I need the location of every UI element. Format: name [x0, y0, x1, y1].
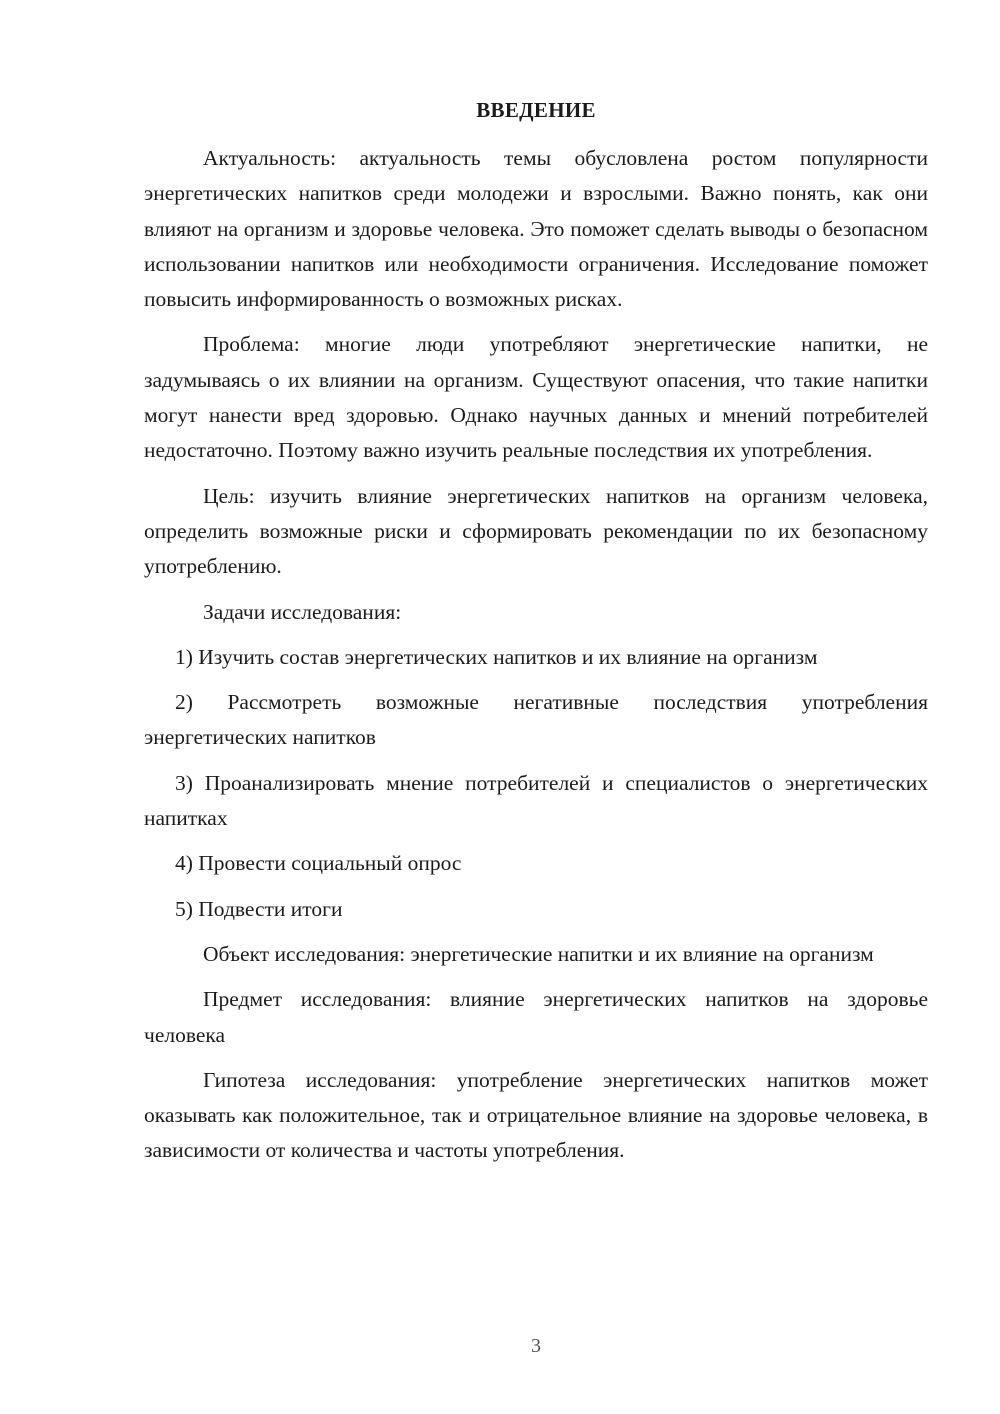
- task-item-3: 3) Проанализировать мнение потребителей и специалистов о энергетических напитках: [144, 770, 928, 831]
- task-item-4: 4) Провести социальный опрос: [175, 851, 462, 876]
- page-title: ВВЕДЕНИЕ: [476, 98, 596, 122]
- goal-paragraph: Цель: изучить влияние энергетических напитков на организм человека, определить возможные риски и сформировать рекомендации по их безопасному употреблению.: [144, 483, 928, 579]
- problem-paragraph: Проблема: многие люди употребляют энергетические напитки, не задумываясь о их влиянии на организм. Существуют опасения, что такие напитки могут нанести вред здоровью. Однако научных данных и мнений потребителей недостаточно. Поэтому важно изучить реальные последствия их употребления.: [144, 332, 928, 463]
- object-paragraph: Объект исследования: энергетические напитки и их влияние на организм: [203, 941, 874, 966]
- document-body: [144, 141, 928, 1179]
- task-item-1: 1) Изучить состав энергетических напитков и их влияние на организм: [175, 644, 818, 669]
- subject-paragraph: Предмет исследования: влияние энергетических напитков на здоровье человека: [144, 987, 928, 1047]
- task-item-2: 2) Рассмотреть возможные негативные последствия употребления энергетических напитков: [144, 690, 928, 750]
- hypothesis-paragraph: Гипотеза исследования: употребление энергетических напитков может оказывать как положительное, так и отрицательное влияние на здоровье человека, в зависимости от количества и частоты употребления.: [144, 1067, 928, 1163]
- task-item-5: 5) Подвести итоги: [175, 896, 343, 921]
- page-number: 3: [531, 1335, 541, 1357]
- relevance-paragraph: Актуальность: актуальность темы обусловлена ростом популярности энергетических напитков среди молодежи и взрослыми. Важно понять, как они влияют на организм и здоровье человека. Это поможет сделать выводы о безопасном использовании напитков или необходимости ограничения. Исследование поможет повысить информированность о возможных рисках.: [144, 146, 928, 312]
- tasks-heading: Задачи исследования:: [203, 599, 402, 624]
